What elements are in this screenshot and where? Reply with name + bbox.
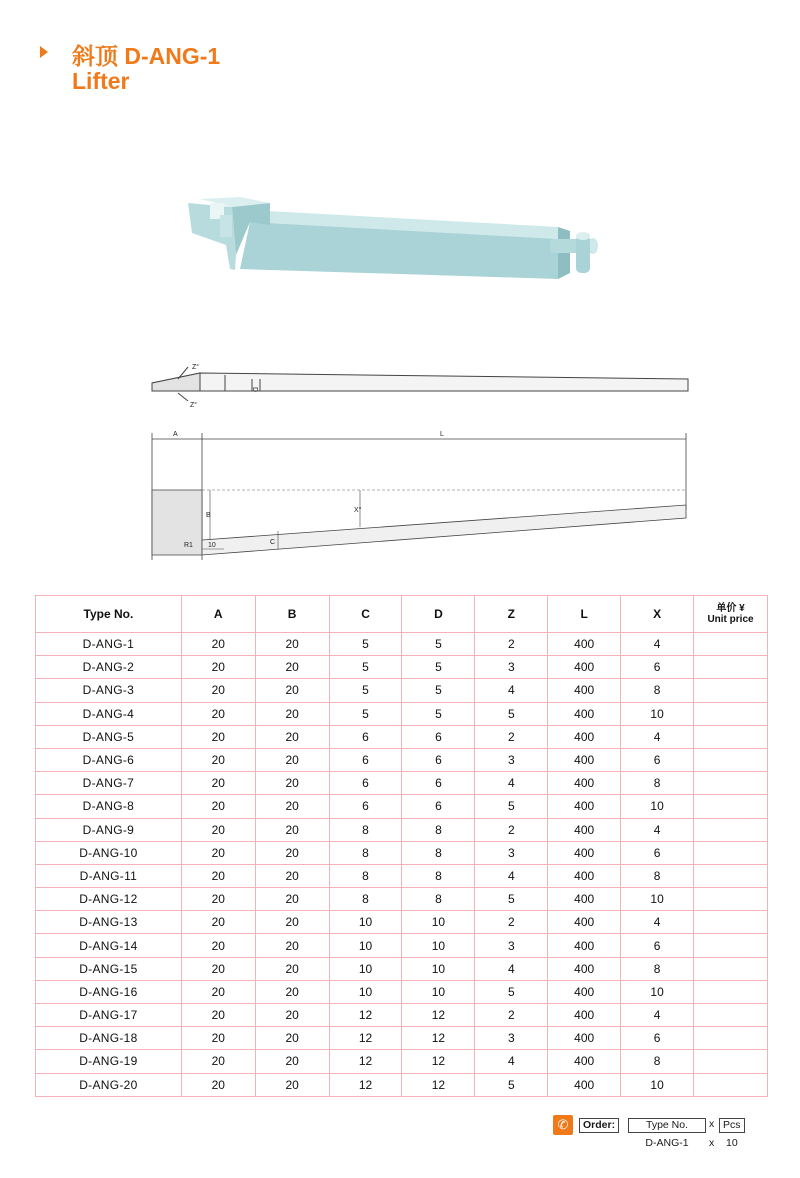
cell-x: 4 [621, 725, 694, 748]
cell-d: 8 [402, 864, 475, 887]
table-header-row [36, 596, 768, 633]
cell-a: 20 [181, 748, 255, 771]
cell-z: 2 [475, 818, 548, 841]
cell-b: 20 [255, 818, 329, 841]
cell-l: 400 [548, 1004, 621, 1027]
cell-l: 400 [548, 1050, 621, 1073]
cell-unit-price [694, 725, 768, 748]
cell-type-no: D-ANG-19 [36, 1050, 182, 1073]
cell-d: 12 [402, 1050, 475, 1073]
cell-a: 20 [181, 841, 255, 864]
cell-b: 20 [255, 980, 329, 1003]
order-x-header: x [709, 1118, 715, 1130]
header-d: D [402, 596, 475, 633]
cell-x: 8 [621, 772, 694, 795]
cell-unit-price [694, 679, 768, 702]
cell-x: 8 [621, 957, 694, 980]
cell-a: 20 [181, 818, 255, 841]
cell-c: 12 [329, 1004, 402, 1027]
cell-type-no: D-ANG-5 [36, 725, 182, 748]
cell-d: 5 [402, 656, 475, 679]
cell-b: 20 [255, 934, 329, 957]
cell-unit-price [694, 841, 768, 864]
table-row [36, 702, 768, 725]
header-b: B [255, 596, 329, 633]
table-row [36, 957, 768, 980]
cell-z: 5 [475, 1073, 548, 1096]
cell-l: 400 [548, 633, 621, 656]
cell-unit-price [694, 656, 768, 679]
cell-c: 8 [329, 888, 402, 911]
cell-x: 10 [621, 1073, 694, 1096]
cell-type-no: D-ANG-15 [36, 957, 182, 980]
cell-x: 10 [621, 980, 694, 1003]
unit-price-cn: 单价 ¥ [716, 603, 745, 614]
cell-b: 20 [255, 864, 329, 887]
cell-z: 3 [475, 841, 548, 864]
cell-z: 5 [475, 795, 548, 818]
order-qty-value: 10 [726, 1137, 738, 1149]
table-row [36, 841, 768, 864]
cell-l: 400 [548, 702, 621, 725]
cell-x: 8 [621, 864, 694, 887]
cell-d: 6 [402, 748, 475, 771]
cell-l: 400 [548, 1027, 621, 1050]
table-row [36, 679, 768, 702]
label-d: D [251, 387, 258, 393]
cell-a: 20 [181, 702, 255, 725]
cell-type-no: D-ANG-20 [36, 1073, 182, 1096]
cell-type-no: D-ANG-8 [36, 795, 182, 818]
cell-d: 8 [402, 841, 475, 864]
table-row [36, 795, 768, 818]
cell-l: 400 [548, 818, 621, 841]
cell-z: 4 [475, 772, 548, 795]
cell-a: 20 [181, 911, 255, 934]
cell-z: 5 [475, 702, 548, 725]
cell-c: 10 [329, 957, 402, 980]
cell-type-no: D-ANG-1 [36, 633, 182, 656]
cell-type-no: D-ANG-16 [36, 980, 182, 1003]
header-c: C [329, 596, 402, 633]
table-row [36, 911, 768, 934]
cell-type-no: D-ANG-13 [36, 911, 182, 934]
cell-x: 8 [621, 1050, 694, 1073]
cell-a: 20 [181, 633, 255, 656]
cell-l: 400 [548, 748, 621, 771]
cell-c: 10 [329, 911, 402, 934]
cell-d: 5 [402, 679, 475, 702]
cell-l: 400 [548, 772, 621, 795]
cell-z: 3 [475, 1027, 548, 1050]
table-row [36, 818, 768, 841]
cell-a: 20 [181, 980, 255, 1003]
cell-d: 6 [402, 795, 475, 818]
cell-c: 6 [329, 772, 402, 795]
cell-l: 400 [548, 656, 621, 679]
cell-c: 5 [329, 656, 402, 679]
cell-l: 400 [548, 957, 621, 980]
lifter-technical-drawing [140, 355, 700, 570]
header-a: A [181, 596, 255, 633]
order-label: Order: [579, 1118, 619, 1133]
cell-x: 6 [621, 1027, 694, 1050]
cell-d: 6 [402, 772, 475, 795]
cell-z: 2 [475, 725, 548, 748]
cell-a: 20 [181, 795, 255, 818]
cell-c: 12 [329, 1050, 402, 1073]
cell-b: 20 [255, 1027, 329, 1050]
label-l: L [440, 431, 444, 438]
cell-type-no: D-ANG-14 [36, 934, 182, 957]
label-z-bottom: Z° [190, 402, 198, 409]
cell-unit-price [694, 748, 768, 771]
label-b: B [206, 512, 211, 519]
cell-d: 10 [402, 957, 475, 980]
cell-unit-price [694, 957, 768, 980]
cell-l: 400 [548, 911, 621, 934]
cell-d: 10 [402, 934, 475, 957]
cell-l: 400 [548, 934, 621, 957]
cell-b: 20 [255, 725, 329, 748]
cell-unit-price [694, 864, 768, 887]
table-row [36, 1073, 768, 1096]
table-row [36, 1027, 768, 1050]
cell-x: 6 [621, 841, 694, 864]
cell-a: 20 [181, 888, 255, 911]
cell-type-no: D-ANG-12 [36, 888, 182, 911]
cell-x: 6 [621, 656, 694, 679]
cell-type-no: D-ANG-9 [36, 818, 182, 841]
cell-type-no: D-ANG-6 [36, 748, 182, 771]
cell-d: 12 [402, 1027, 475, 1050]
cell-x: 4 [621, 911, 694, 934]
cell-a: 20 [181, 1027, 255, 1050]
cell-unit-price [694, 633, 768, 656]
cell-b: 20 [255, 633, 329, 656]
table-row [36, 725, 768, 748]
cell-a: 20 [181, 656, 255, 679]
cell-x: 6 [621, 748, 694, 771]
table-row [36, 864, 768, 887]
label-a: A [173, 431, 178, 438]
header-unit-price [694, 596, 768, 633]
cell-z: 2 [475, 911, 548, 934]
lifter-3d-illustration [180, 185, 620, 295]
cell-d: 5 [402, 633, 475, 656]
cell-x: 6 [621, 934, 694, 957]
cell-x: 10 [621, 888, 694, 911]
cell-d: 12 [402, 1004, 475, 1027]
cell-type-no: D-ANG-18 [36, 1027, 182, 1050]
cell-type-no: D-ANG-17 [36, 1004, 182, 1027]
cell-unit-price [694, 1004, 768, 1027]
order-type-header: Type No. [628, 1118, 706, 1133]
header-x: X [621, 596, 694, 633]
cell-d: 10 [402, 980, 475, 1003]
cell-unit-price [694, 818, 768, 841]
unit-price-en: Unit price [707, 614, 754, 625]
cell-z: 4 [475, 957, 548, 980]
cell-c: 5 [329, 679, 402, 702]
cell-b: 20 [255, 957, 329, 980]
cell-c: 12 [329, 1073, 402, 1096]
cell-unit-price [694, 934, 768, 957]
cell-b: 20 [255, 841, 329, 864]
cell-b: 20 [255, 748, 329, 771]
cell-unit-price [694, 702, 768, 725]
cell-l: 400 [548, 1073, 621, 1096]
cell-d: 12 [402, 1073, 475, 1096]
cell-c: 8 [329, 864, 402, 887]
cell-b: 20 [255, 772, 329, 795]
cell-b: 20 [255, 1050, 329, 1073]
cell-z: 4 [475, 1050, 548, 1073]
cell-a: 20 [181, 957, 255, 980]
table-row [36, 934, 768, 957]
page-subtitle: Lifter [72, 68, 130, 94]
cell-b: 20 [255, 702, 329, 725]
cell-b: 20 [255, 888, 329, 911]
table-row [36, 888, 768, 911]
cell-x: 8 [621, 679, 694, 702]
cell-a: 20 [181, 864, 255, 887]
page-title: 斜顶 D-ANG-1 [72, 43, 221, 69]
cell-unit-price [694, 980, 768, 1003]
cell-a: 20 [181, 679, 255, 702]
table-row [36, 980, 768, 1003]
cell-c: 10 [329, 980, 402, 1003]
cell-c: 8 [329, 818, 402, 841]
cell-b: 20 [255, 1073, 329, 1096]
triangle-bullet-icon [40, 46, 48, 58]
cell-l: 400 [548, 841, 621, 864]
cell-x: 4 [621, 818, 694, 841]
label-z-top: Z° [192, 364, 200, 371]
cell-b: 20 [255, 911, 329, 934]
cell-c: 12 [329, 1027, 402, 1050]
cell-d: 6 [402, 725, 475, 748]
cell-l: 400 [548, 725, 621, 748]
header-z: Z [475, 596, 548, 633]
spec-table [35, 595, 768, 1097]
table-row [36, 772, 768, 795]
cell-d: 5 [402, 702, 475, 725]
label-r1: R1 [184, 542, 193, 549]
cell-type-no: D-ANG-3 [36, 679, 182, 702]
table-row [36, 1050, 768, 1073]
label-x: X° [354, 507, 362, 514]
cell-type-no: D-ANG-10 [36, 841, 182, 864]
cell-unit-price [694, 911, 768, 934]
cell-x: 4 [621, 1004, 694, 1027]
cell-x: 10 [621, 795, 694, 818]
cell-b: 20 [255, 795, 329, 818]
cell-a: 20 [181, 1073, 255, 1096]
cell-unit-price [694, 795, 768, 818]
cell-z: 2 [475, 1004, 548, 1027]
cell-z: 3 [475, 934, 548, 957]
cell-a: 20 [181, 934, 255, 957]
cell-x: 10 [621, 702, 694, 725]
cell-c: 5 [329, 633, 402, 656]
cell-type-no: D-ANG-4 [36, 702, 182, 725]
cell-l: 400 [548, 888, 621, 911]
cell-z: 3 [475, 748, 548, 771]
cell-z: 4 [475, 864, 548, 887]
cell-unit-price [694, 1027, 768, 1050]
cell-z: 5 [475, 888, 548, 911]
cell-b: 20 [255, 1004, 329, 1027]
cell-c: 8 [329, 841, 402, 864]
cell-type-no: D-ANG-11 [36, 864, 182, 887]
header-l: L [548, 596, 621, 633]
cell-z: 3 [475, 656, 548, 679]
cell-z: 5 [475, 980, 548, 1003]
order-type-value: D-ANG-1 [645, 1137, 689, 1149]
cell-a: 20 [181, 725, 255, 748]
cell-z: 4 [475, 679, 548, 702]
cell-c: 6 [329, 795, 402, 818]
cell-l: 400 [548, 795, 621, 818]
cell-unit-price [694, 772, 768, 795]
cell-a: 20 [181, 772, 255, 795]
cell-c: 5 [329, 702, 402, 725]
cell-d: 10 [402, 911, 475, 934]
order-x-value: x [709, 1137, 715, 1149]
cell-type-no: D-ANG-7 [36, 772, 182, 795]
label-ten: 10 [208, 542, 216, 549]
phone-icon: ✆ [553, 1115, 573, 1135]
cell-type-no: D-ANG-2 [36, 656, 182, 679]
order-pcs-header: Pcs [719, 1118, 745, 1133]
cell-unit-price [694, 1050, 768, 1073]
cell-b: 20 [255, 679, 329, 702]
cell-c: 6 [329, 748, 402, 771]
cell-unit-price [694, 1073, 768, 1096]
cell-l: 400 [548, 864, 621, 887]
cell-x: 4 [621, 633, 694, 656]
cell-b: 20 [255, 656, 329, 679]
cell-d: 8 [402, 818, 475, 841]
cell-d: 8 [402, 888, 475, 911]
cell-l: 400 [548, 980, 621, 1003]
cell-l: 400 [548, 679, 621, 702]
label-c: C [270, 539, 276, 546]
table-row [36, 656, 768, 679]
cell-unit-price [694, 888, 768, 911]
table-row [36, 748, 768, 771]
header-type-no: Type No. [36, 596, 182, 633]
cell-c: 6 [329, 725, 402, 748]
cell-a: 20 [181, 1004, 255, 1027]
cell-a: 20 [181, 1050, 255, 1073]
table-row [36, 1004, 768, 1027]
cell-z: 2 [475, 633, 548, 656]
table-row [36, 633, 768, 656]
cell-c: 10 [329, 934, 402, 957]
